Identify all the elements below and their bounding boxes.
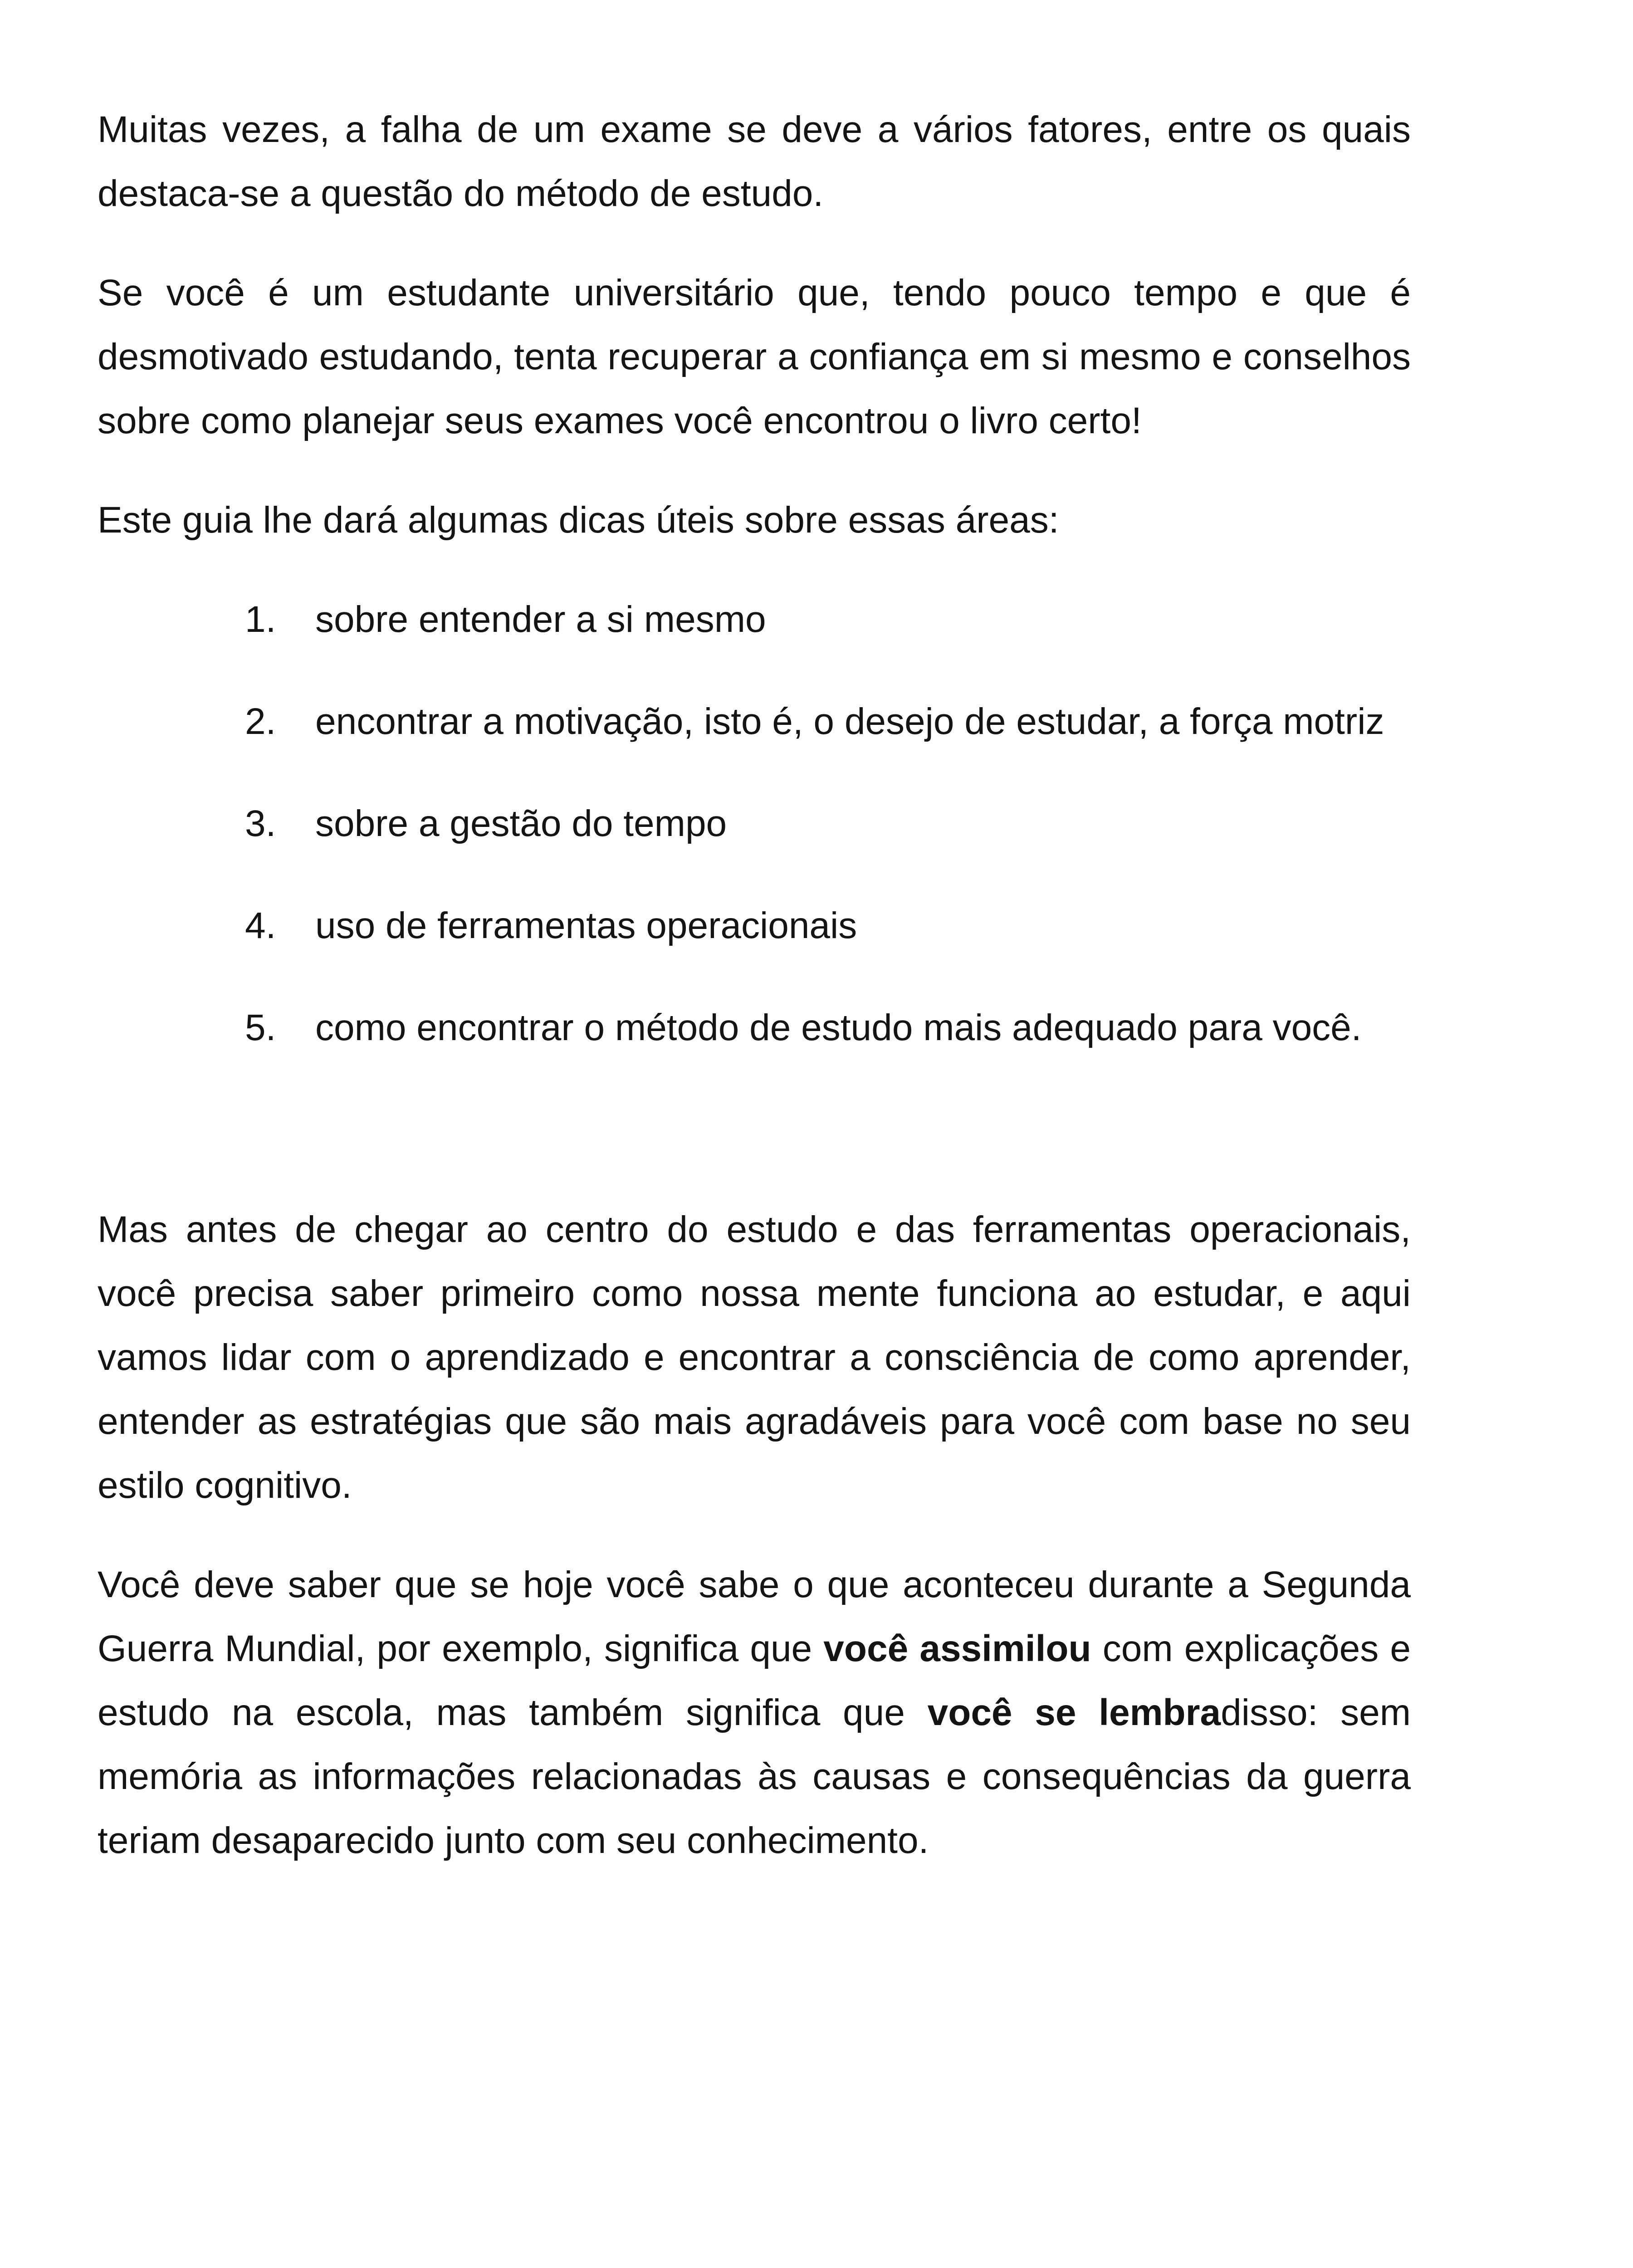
paragraph-memory-text: Você deve saber que se hoje você sabe o que aconteceu durante a Segunda Guerra Mundial, por exemplo, significa que: [98, 1564, 1411, 1669]
tips-list: [98, 587, 1411, 1060]
list-item-number: 4.: [245, 905, 276, 946]
list-item: [98, 689, 1411, 753]
paragraph-memory-text: com explicações e estudo na escola, mas também significa que: [98, 1628, 1411, 1733]
list-item: [98, 996, 1411, 1060]
list-item-text: uso de ferramentas operacionais: [315, 905, 857, 946]
list-item-text: encontrar a motivação, isto é, o desejo de estudar, a força motriz: [315, 701, 1384, 742]
list-item-number: 3.: [245, 803, 276, 844]
list-item-number: 5.: [245, 1007, 276, 1048]
section-spacer: [98, 1098, 1411, 1198]
list-item: [98, 587, 1411, 651]
list-item-text: como encontrar o método de estudo mais adequado para você.: [315, 1007, 1362, 1048]
list-item: [98, 792, 1411, 855]
list-item-text: sobre a gestão do tempo: [315, 803, 727, 844]
paragraph-student: Se você é um estudante universitário que, tendo pouco tempo e que é desmotivado estudando, tenta recuperar a confiança em si mesmo e conselhos sobre como planejar seus exames você encontrou o livro certo!: [98, 272, 1411, 441]
list-item-number: 1.: [245, 599, 276, 640]
bold-phrase-assimilou: você assimilou: [823, 1628, 1091, 1669]
paragraph-memory-text: disso: sem memória as informações relacionadas às causas e consequências da guerra teriam desaparecido junto com seu conhecimento.: [98, 1692, 1411, 1861]
paragraph-mind: Mas antes de chegar ao centro do estudo e das ferramentas operacionais, você precisa saber primeiro como nossa mente funciona ao estudar, e aqui vamos lidar com o aprendizado e encontrar a consciência de como aprender, entender as estratégias que são mais agradáveis para você com base no seu estilo cognitivo.: [98, 1209, 1411, 1506]
paragraph-intro: Muitas vezes, a falha de um exame se deve a vários fatores, entre os quais destaca-se a questão do método de estudo.: [98, 109, 1411, 214]
list-item: [98, 894, 1411, 958]
list-item-number: 2.: [245, 701, 276, 742]
page-body: [98, 98, 1411, 1908]
paragraph-guide: Este guia lhe dará algumas dicas úteis sobre essas áreas:: [98, 499, 1059, 541]
list-item-text: sobre entender a si mesmo: [315, 599, 766, 640]
paragraph-memory: [98, 1553, 1411, 1872]
bold-phrase-lembra: você se lembra: [927, 1692, 1221, 1733]
